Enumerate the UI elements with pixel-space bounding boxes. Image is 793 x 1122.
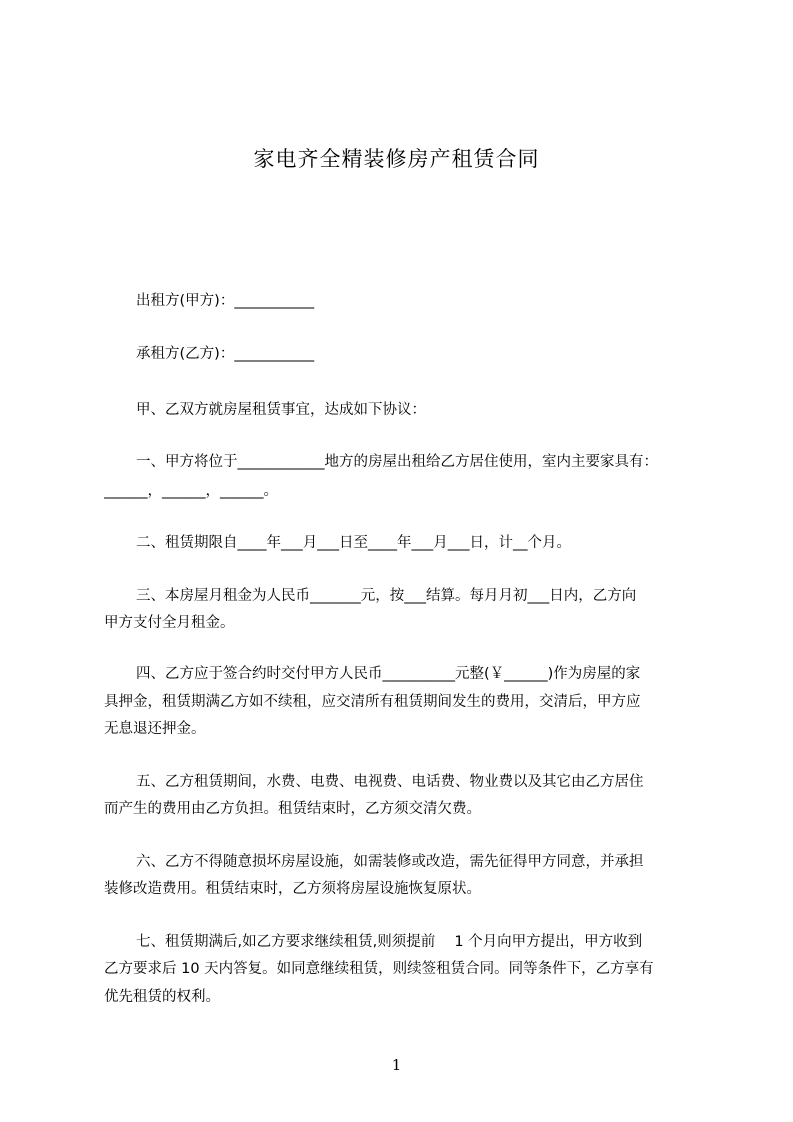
- lessor-line: 出租方(甲方)：___________: [136, 293, 315, 309]
- clause-line: 而产生的费用由乙方负担。租赁结束时，乙方须交清欠费。: [104, 801, 481, 817]
- clause-line: 四、乙方应于签合约时交付甲方人民币__________元整(￥______)作为房屋的家: [136, 666, 641, 682]
- preamble-line: 甲、乙双方就房屋租赁事宜，达成如下协议：: [136, 402, 426, 418]
- page-title: 家电齐全精装修房产租赁合同: [253, 147, 540, 171]
- clause-line: 具押金，租赁期满乙方如不续租，应交清所有租赁期间发生的费用，交清后，甲方应: [104, 694, 641, 710]
- clause-line: 三、本房屋月租金为人民币_______元，按___结算。每月月初___日内，乙方向: [136, 588, 637, 604]
- clause-line: 七、租赁期满后,如乙方要求继续租赁,则须提前 1 个月向甲方提出，甲方收到: [136, 934, 643, 950]
- clause-line: 装修改造费用。租赁结束时，乙方须将房屋设施恢复原状。: [104, 881, 481, 897]
- clause-line: 二、租赁期限自____年___月___日至____年___月___日，计__个月。: [136, 535, 571, 551]
- clause-line: 一、甲方将位于____________地方的房屋出租给乙方居住使用，室内主要家具有：: [136, 454, 658, 470]
- clause-line: 五、乙方租赁期间，水费、电费、电视费、电话费、物业费以及其它由乙方居住: [136, 774, 644, 790]
- clause-line: 甲方支付全月租金。: [104, 615, 235, 631]
- page-number: 1: [391, 1056, 402, 1074]
- clause-line: ______，______，______。: [104, 483, 278, 499]
- clause-line: 乙方要求后 10 天内答复。如同意继续租赁，则续签租赁合同。同等条件下，乙方享有: [104, 961, 654, 977]
- clause-line: 优先租赁的权利。: [104, 989, 220, 1005]
- lessee-line: 承租方(乙方)：___________: [136, 346, 315, 362]
- clause-line: 六、乙方不得随意损坏房屋设施，如需装修或改造，需先征得甲方同意，并承担: [136, 854, 644, 870]
- clause-line: 无息退还押金。: [104, 721, 206, 737]
